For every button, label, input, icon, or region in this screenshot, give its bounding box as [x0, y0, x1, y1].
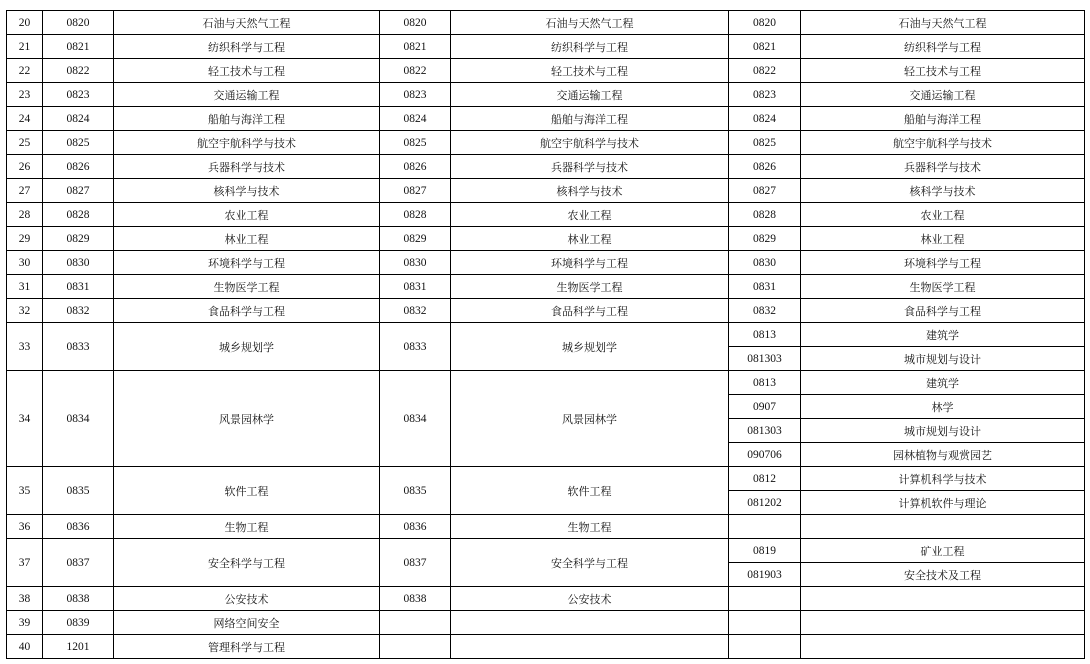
name-c-cell: 轻工技术与工程: [801, 59, 1085, 83]
name-a-cell: 风景园林学: [114, 371, 380, 467]
name-a-cell: 食品科学与工程: [114, 299, 380, 323]
code-a-cell: 0832: [43, 299, 114, 323]
table-row: [7, 203, 1085, 227]
code-b-cell: 0827: [380, 179, 451, 203]
name-b-cell: 船舶与海洋工程: [451, 107, 729, 131]
name-c-cell: 环境科学与工程: [801, 251, 1085, 275]
code-b-cell: 0829: [380, 227, 451, 251]
code-c-cell: 0824: [729, 107, 801, 131]
name-a-cell: 软件工程: [114, 467, 380, 515]
table-row: [7, 539, 1085, 563]
name-c-cell: 城市规划与设计: [801, 347, 1085, 371]
name-c-cell: 航空宇航科学与技术: [801, 131, 1085, 155]
discipline-table-container: [6, 10, 1084, 659]
code-a-cell: 0821: [43, 35, 114, 59]
seq-cell: 32: [7, 299, 43, 323]
code-a-cell: 0833: [43, 323, 114, 371]
name-a-cell: 船舶与海洋工程: [114, 107, 380, 131]
code-a-cell: 0834: [43, 371, 114, 467]
name-a-cell: 石油与天然气工程: [114, 11, 380, 35]
code-b-cell: 0835: [380, 467, 451, 515]
name-c-cell: 城市规划与设计: [801, 419, 1085, 443]
code-a-cell: 0838: [43, 587, 114, 611]
name-b-cell: 软件工程: [451, 467, 729, 515]
table-row: [7, 515, 1085, 539]
code-c-cell: 090706: [729, 443, 801, 467]
code-b-cell: 0823: [380, 83, 451, 107]
code-b-cell: 0830: [380, 251, 451, 275]
table-row: [7, 107, 1085, 131]
name-c-cell: [801, 587, 1085, 611]
seq-cell: 24: [7, 107, 43, 131]
code-a-cell: 0836: [43, 515, 114, 539]
name-c-cell: 园林植物与观赏园艺: [801, 443, 1085, 467]
table-row: [7, 371, 1085, 395]
name-b-cell: 生物工程: [451, 515, 729, 539]
name-c-cell: 兵器科学与技术: [801, 155, 1085, 179]
code-a-cell: 0823: [43, 83, 114, 107]
name-c-cell: 交通运输工程: [801, 83, 1085, 107]
name-b-cell: 生物医学工程: [451, 275, 729, 299]
code-a-cell: 0829: [43, 227, 114, 251]
name-a-cell: 生物医学工程: [114, 275, 380, 299]
code-b-cell: 0821: [380, 35, 451, 59]
table-row: [7, 323, 1085, 347]
code-c-cell: 0826: [729, 155, 801, 179]
name-b-cell: 轻工技术与工程: [451, 59, 729, 83]
code-a-cell: 0827: [43, 179, 114, 203]
seq-cell: 27: [7, 179, 43, 203]
name-c-cell: 石油与天然气工程: [801, 11, 1085, 35]
table-row: [7, 635, 1085, 659]
code-a-cell: 0826: [43, 155, 114, 179]
code-b-cell: 0834: [380, 371, 451, 467]
name-a-cell: 交通运输工程: [114, 83, 380, 107]
code-c-cell: 0821: [729, 35, 801, 59]
code-b-cell: 0833: [380, 323, 451, 371]
name-a-cell: 林业工程: [114, 227, 380, 251]
code-c-cell: 0813: [729, 371, 801, 395]
name-c-cell: 计算机科学与技术: [801, 467, 1085, 491]
seq-cell: 26: [7, 155, 43, 179]
name-c-cell: 安全技术及工程: [801, 563, 1085, 587]
seq-cell: 31: [7, 275, 43, 299]
code-a-cell: 0824: [43, 107, 114, 131]
name-a-cell: 兵器科学与技术: [114, 155, 380, 179]
table-row: [7, 587, 1085, 611]
code-a-cell: 0831: [43, 275, 114, 299]
code-b-cell: 0826: [380, 155, 451, 179]
name-b-cell: 安全科学与工程: [451, 539, 729, 587]
seq-cell: 33: [7, 323, 43, 371]
table-row: [7, 179, 1085, 203]
code-c-cell: 0812: [729, 467, 801, 491]
code-c-cell: 0832: [729, 299, 801, 323]
name-c-cell: 船舶与海洋工程: [801, 107, 1085, 131]
name-b-cell: 环境科学与工程: [451, 251, 729, 275]
seq-cell: 23: [7, 83, 43, 107]
table-row: [7, 299, 1085, 323]
name-b-cell: 核科学与技术: [451, 179, 729, 203]
name-b-cell: 兵器科学与技术: [451, 155, 729, 179]
code-c-cell: 081303: [729, 347, 801, 371]
name-c-cell: 计算机软件与理论: [801, 491, 1085, 515]
code-b-cell: 0822: [380, 59, 451, 83]
name-b-cell: 风景园林学: [451, 371, 729, 467]
code-b-cell: [380, 611, 451, 635]
name-a-cell: 核科学与技术: [114, 179, 380, 203]
code-b-cell: 0825: [380, 131, 451, 155]
code-b-cell: 0832: [380, 299, 451, 323]
code-b-cell: 0837: [380, 539, 451, 587]
name-b-cell: 农业工程: [451, 203, 729, 227]
table-row: [7, 275, 1085, 299]
name-b-cell: 食品科学与工程: [451, 299, 729, 323]
seq-cell: 29: [7, 227, 43, 251]
name-b-cell: [451, 611, 729, 635]
table-row: [7, 251, 1085, 275]
seq-cell: 25: [7, 131, 43, 155]
table-row: [7, 467, 1085, 491]
code-c-cell: 0820: [729, 11, 801, 35]
name-b-cell: 交通运输工程: [451, 83, 729, 107]
seq-cell: 28: [7, 203, 43, 227]
code-a-cell: 0825: [43, 131, 114, 155]
name-a-cell: 轻工技术与工程: [114, 59, 380, 83]
code-c-cell: 0828: [729, 203, 801, 227]
name-b-cell: [451, 635, 729, 659]
seq-cell: 30: [7, 251, 43, 275]
name-c-cell: 林业工程: [801, 227, 1085, 251]
table-row: [7, 83, 1085, 107]
name-c-cell: 农业工程: [801, 203, 1085, 227]
seq-cell: 35: [7, 467, 43, 515]
seq-cell: 20: [7, 11, 43, 35]
code-c-cell: [729, 635, 801, 659]
name-a-cell: 网络空间安全: [114, 611, 380, 635]
name-a-cell: 环境科学与工程: [114, 251, 380, 275]
code-b-cell: 0820: [380, 11, 451, 35]
name-b-cell: 公安技术: [451, 587, 729, 611]
code-c-cell: [729, 515, 801, 539]
code-b-cell: [380, 635, 451, 659]
table-row: [7, 59, 1085, 83]
code-c-cell: 0831: [729, 275, 801, 299]
name-b-cell: 航空宇航科学与技术: [451, 131, 729, 155]
name-c-cell: [801, 635, 1085, 659]
name-c-cell: 建筑学: [801, 323, 1085, 347]
seq-cell: 37: [7, 539, 43, 587]
name-a-cell: 管理科学与工程: [114, 635, 380, 659]
table-body: [7, 11, 1085, 659]
seq-cell: 36: [7, 515, 43, 539]
code-b-cell: 0828: [380, 203, 451, 227]
name-a-cell: 城乡规划学: [114, 323, 380, 371]
table-row: [7, 11, 1085, 35]
name-a-cell: 生物工程: [114, 515, 380, 539]
seq-cell: 21: [7, 35, 43, 59]
code-a-cell: 1201: [43, 635, 114, 659]
code-b-cell: 0831: [380, 275, 451, 299]
code-b-cell: 0836: [380, 515, 451, 539]
code-a-cell: 0828: [43, 203, 114, 227]
code-c-cell: 0819: [729, 539, 801, 563]
name-b-cell: 城乡规划学: [451, 323, 729, 371]
name-b-cell: 石油与天然气工程: [451, 11, 729, 35]
code-b-cell: 0824: [380, 107, 451, 131]
code-a-cell: 0837: [43, 539, 114, 587]
name-c-cell: [801, 611, 1085, 635]
table-row: [7, 131, 1085, 155]
code-c-cell: 0823: [729, 83, 801, 107]
name-a-cell: 安全科学与工程: [114, 539, 380, 587]
code-c-cell: 081903: [729, 563, 801, 587]
table-row: [7, 227, 1085, 251]
name-c-cell: 核科学与技术: [801, 179, 1085, 203]
seq-cell: 34: [7, 371, 43, 467]
seq-cell: 38: [7, 587, 43, 611]
code-c-cell: 0825: [729, 131, 801, 155]
code-c-cell: [729, 611, 801, 635]
code-c-cell: 081303: [729, 419, 801, 443]
seq-cell: 39: [7, 611, 43, 635]
name-c-cell: 生物医学工程: [801, 275, 1085, 299]
code-a-cell: 0830: [43, 251, 114, 275]
name-c-cell: [801, 515, 1085, 539]
code-c-cell: 0827: [729, 179, 801, 203]
name-b-cell: 纺织科学与工程: [451, 35, 729, 59]
seq-cell: 22: [7, 59, 43, 83]
code-a-cell: 0835: [43, 467, 114, 515]
table-row: [7, 611, 1085, 635]
table-row: [7, 35, 1085, 59]
code-c-cell: 0830: [729, 251, 801, 275]
name-a-cell: 纺织科学与工程: [114, 35, 380, 59]
code-c-cell: 081202: [729, 491, 801, 515]
name-c-cell: 矿业工程: [801, 539, 1085, 563]
code-b-cell: 0838: [380, 587, 451, 611]
table-row: [7, 155, 1085, 179]
code-c-cell: 0813: [729, 323, 801, 347]
code-c-cell: 0907: [729, 395, 801, 419]
name-a-cell: 公安技术: [114, 587, 380, 611]
discipline-table: [6, 10, 1085, 659]
name-c-cell: 纺织科学与工程: [801, 35, 1085, 59]
code-a-cell: 0822: [43, 59, 114, 83]
name-c-cell: 食品科学与工程: [801, 299, 1085, 323]
name-c-cell: 建筑学: [801, 371, 1085, 395]
name-a-cell: 航空宇航科学与技术: [114, 131, 380, 155]
code-c-cell: [729, 587, 801, 611]
code-c-cell: 0822: [729, 59, 801, 83]
name-c-cell: 林学: [801, 395, 1085, 419]
name-a-cell: 农业工程: [114, 203, 380, 227]
code-a-cell: 0839: [43, 611, 114, 635]
code-a-cell: 0820: [43, 11, 114, 35]
code-c-cell: 0829: [729, 227, 801, 251]
seq-cell: 40: [7, 635, 43, 659]
name-b-cell: 林业工程: [451, 227, 729, 251]
